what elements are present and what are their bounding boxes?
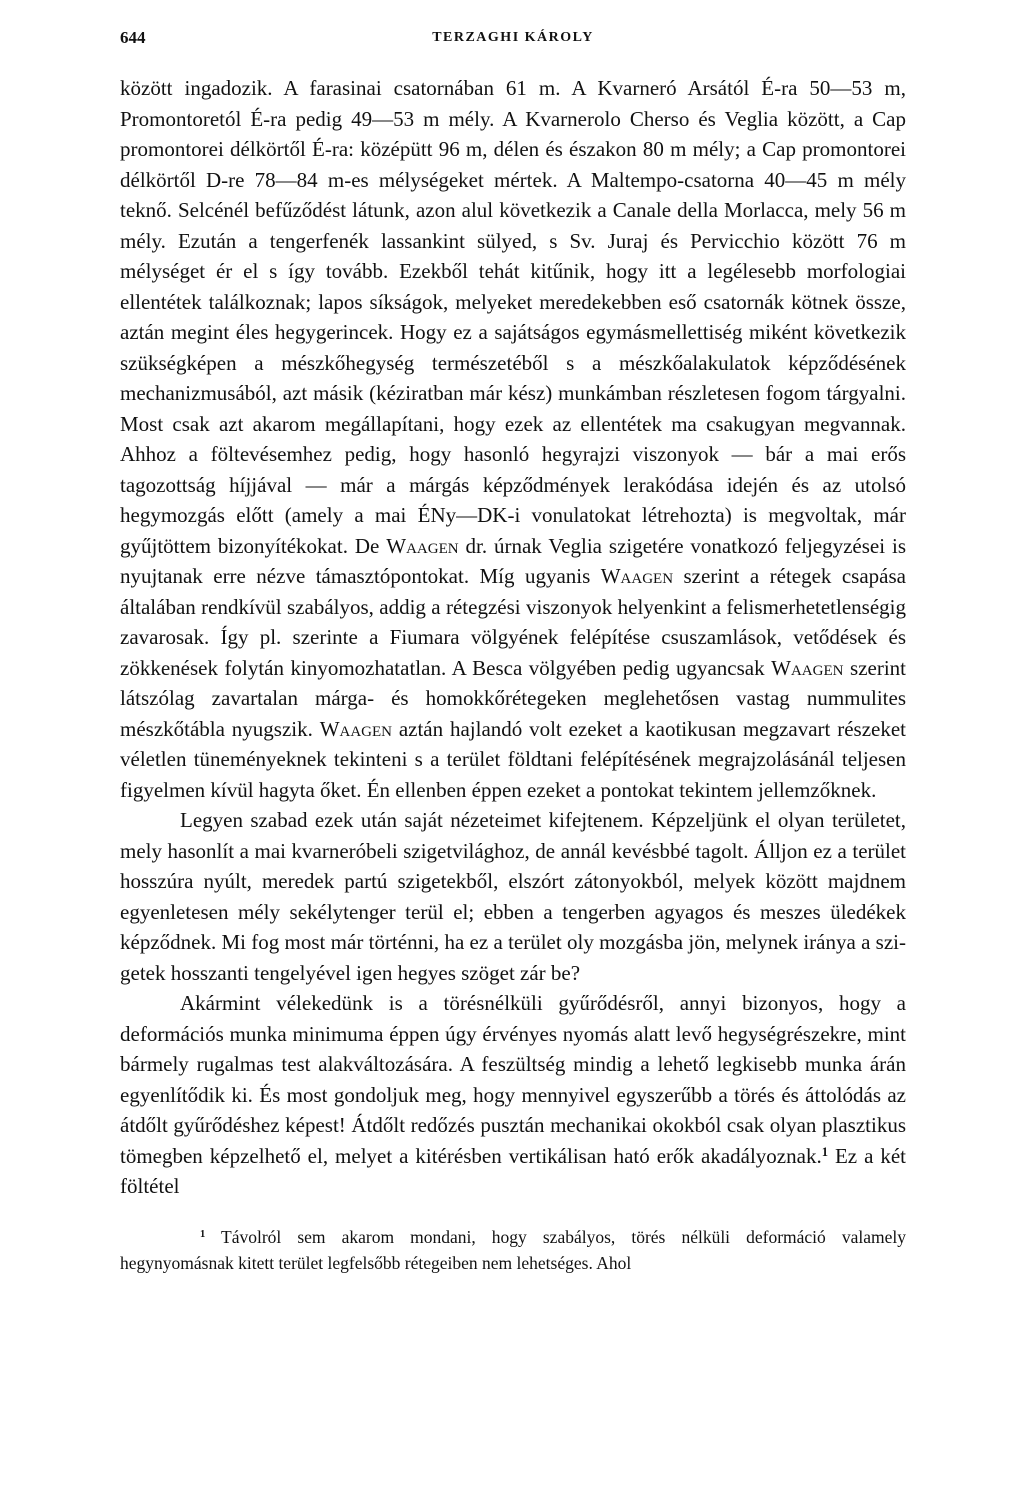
footnote-marker: 1 [200,1228,206,1240]
book-page [120,28,906,1276]
paragraph-3-text-a: Akármint vélekedünk is a törésnélküli gyűrődésről, annyi bizonyos, hogy a deformációs munka minimuma éppen úgy érvényes nyomás alatt levő hegységrészekre, mint bármely rugalmas test alakváltozására. A feszültség mindig a lehető legkisebb munka árán egyenlítődik ki. És most gondoljuk meg, hogy mennyivel egyszerűbb a törés és áttolódás az átdőlt gyűrődéshez képest! Átdőlt redőzés pusztán mechanikai okokból csak olyan plasztikus tömegben képzelhető el, melyet a kitérésben vertikálisan ható erők akadályoznak. [120,991,906,1168]
body-text [120,73,906,1202]
author-name-waagen: Waagen [319,716,393,741]
paragraph-1-text-b: dr. úrnak Veglia szigetére vonatkozó feljegyzései is nyujtanak erre nézve támasztópontokat. Míg ugyanis [120,533,907,588]
footnote-1 [120,1224,906,1276]
author-name-waagen: Waagen [600,564,674,588]
paragraph-1-text-d: szerint látszólag zavartalan márga- és homokkőrétegeken meglehetősen vastag nummulites mészkőtábla nyugszik. [120,655,906,741]
page-header [120,28,906,52]
paragraph-1 [120,73,906,805]
author-name-waagen: Waagen [386,533,459,558]
footnote-reference: 1 [821,1144,828,1159]
running-head: TERZAGHI KÁROLY [432,30,594,45]
paragraph-3 [120,988,906,1202]
footnote-text: Távolról sem akarom mondani, hogy szabályos, törés nélküli deformáció valamely hegynyomásnak kitett terület legfelsőbb rétegeiben nem lehetséges. Ahol [120,1226,906,1273]
page-number: 644 [120,28,146,47]
paragraph-3-text-b: Ez a két föltétel [120,1143,907,1198]
paragraph-2: Legyen szabad ezek után saját nézeteimet kifejtenem. Képzeljünk el olyan területet, mely hasonlít a mai kvarneróbeli szigetvilághoz, de annál kevésbbé tagolt. Álljon ez a terület hosszúra nyúlt, meredek partú szigetekből, elszórt zátonyokból, melyek között majdnem egyenletesen mély sekélytenger terül el; ebben a tengerben agyagos és meszes üledékek képződnek. Mi fog most már történni, ha ez a terület oly mozgásba jön, melynek iránya a szigetek hosszanti tengelyével igen hegyes szöget zár be? [120,808,906,985]
paragraph-1-text-e: aztán hajlandó volt ezeket a kaotikusan megzavart részeket véletlen tüneményeknek tekinteni s a terület földtani felépítésének megrajzolásánál teljesen figyelmen kívül hagyta őket. Én ellenben éppen ezeket a pontokat tekintem jellemzőknek. [120,716,906,802]
author-name-waagen: Waagen [771,655,844,680]
footnotes [120,1224,906,1276]
paragraph-1-text-c: szerint a rétegek csapása általában rendkívül szabályos, addig a rétegzési viszonyok helyenkint a felismerhetetlenségig zavarosak. Így pl. szerinte a Fiumara völgyének felépítése csuszamlások, vetődések és zökkenések folytán kinyomozhatatlan. A Besca völgyében pedig ugyancsak [120,564,906,680]
paragraph-1-text-a: között ingadozik. A farasinai csatornában 61 m. A Kvarneró Arsától É-ra 50—53 m, Promontoretól É-ra pedig 49—53 m mély. A Kvarnerolo Cherso és Veglia között, a Cap promontorei délkörtől É-ra: középütt 96 m, délen és északon 80 m mély; a Cap promontorei délkörtől D-re 78—84 m-es mélységeket mértek. A Maltempo-csatorna 40—45 m mély teknő. Selcénél befűződést látunk, azon alul következik a Canale della Morlacca, mely 56 m mély. Ezután a tengerfenék lassankint sülyed, s Sv. Juraj és Pervicchio között 76 m mélységet ér el s így tovább. Ezekből tehát kitűnik, hogy itt a legélesebb morfologiai ellentétek találkoznak; lapos síkságok, melyeket meredekebben eső csatornák kötnek össze, aztán megint éles hegygerincek. Hogy ez a sajátságos egymásmellettiség miként következik szükségképen a mészkőhegység természetéből s a mészkőalakulatok képződésének mechanizmusából, azt másik (kéziratban már kész) munkámban részletesen fogom tárgyalni. Most csak azt akarom megállapítani, hogy ezek az ellentétek ma csakugyan megvannak. Ahhoz a föltevésemhez pedig, hogy hasonló hegyrajzi viszonyok — bár a mai erős tagozottság híjjával — már a márgás képződmények lerakódása idején és az utolsó hegymozgás előtt (amely a mai ÉNy—DK-i vonulatokat létrehozta) is megvoltak, már gyűjtöttem bizonyítékokat. De [120,76,906,558]
